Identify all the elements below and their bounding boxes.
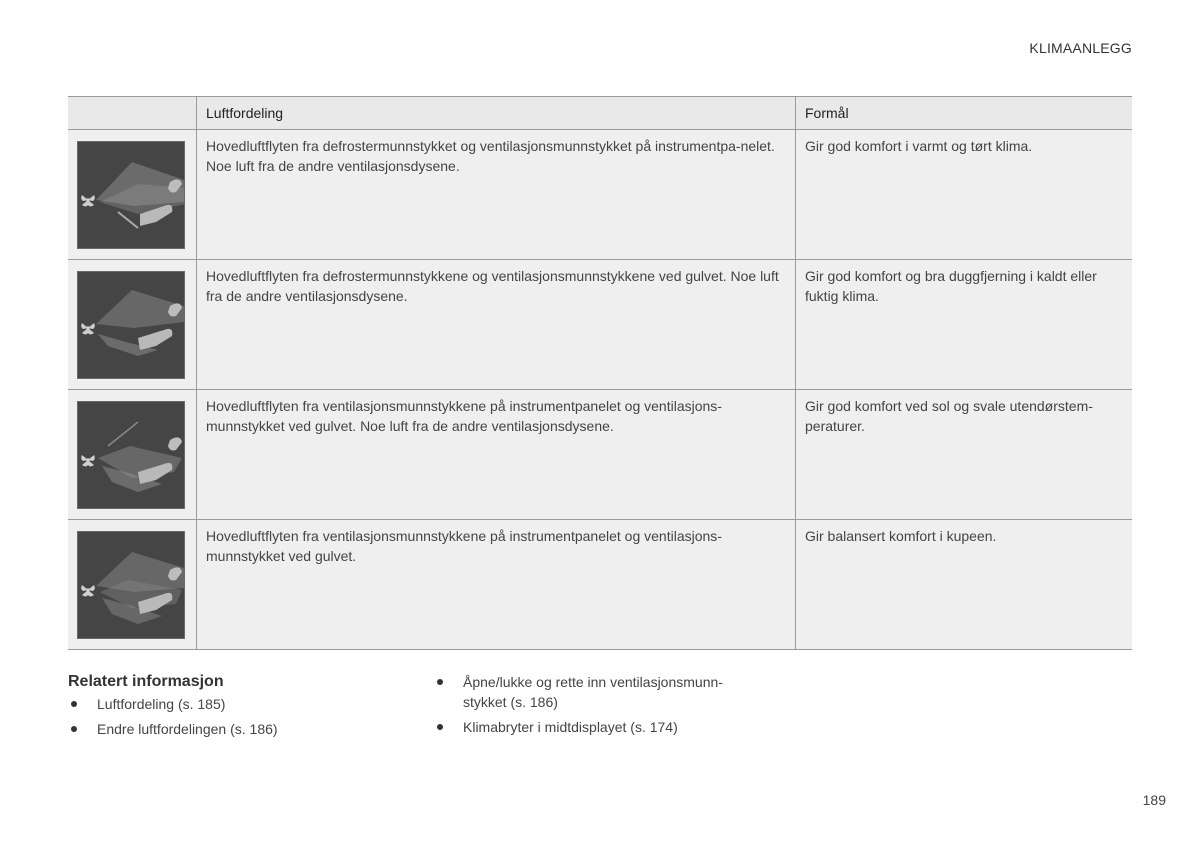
table-row <box>68 520 1132 650</box>
header-image-cell <box>68 97 197 130</box>
image-cell <box>68 130 197 260</box>
table-row <box>68 130 1132 260</box>
purpose-cell: Gir balansert komfort i kupeen. <box>796 520 1133 650</box>
table-header-row <box>68 97 1132 130</box>
image-cell <box>68 520 197 650</box>
related-link-ventilasjonsmunnstykket[interactable]: Åpne/lukke og rette inn ventilasjonsmunn-stykket (s. 186) <box>434 672 754 712</box>
description-cell: Hovedluftflyten fra defrostermunnstykkene og ventilasjonsmunnstykkene ved gulvet. Noe luft fra de andre ventilasjonsdysene. <box>197 260 796 390</box>
airflow-dash-floor-balanced-icon <box>77 531 185 639</box>
airflow-defroster-floor-icon <box>77 271 185 379</box>
image-cell <box>68 260 197 390</box>
header-formal: Formål <box>796 97 1133 130</box>
related-information <box>68 672 1132 737</box>
purpose-cell: Gir god komfort og bra duggfjerning i kaldt eller fuktig klima. <box>796 260 1133 390</box>
description-cell: Hovedluftflyten fra ventilasjonsmunnstykkene på instrumentpanelet og ventilasjons-munnstykket ved gulvet. <box>197 520 796 650</box>
table-row <box>68 260 1132 390</box>
image-cell <box>68 390 197 520</box>
airflow-dash-floor-icon <box>77 401 185 509</box>
purpose-cell: Gir god komfort i varmt og tørt klima. <box>796 130 1133 260</box>
related-right-column <box>434 672 754 742</box>
related-link-endre-luftfordelingen[interactable]: Endre luftfordelingen (s. 186) <box>68 719 408 739</box>
related-link-klimabryter[interactable]: Klimabryter i midtdisplayet (s. 174) <box>434 717 754 737</box>
table-row <box>68 390 1132 520</box>
purpose-cell: Gir god komfort ved sol og svale utendørstem-peraturer. <box>796 390 1133 520</box>
airflow-defroster-dash-icon <box>77 141 185 249</box>
related-links-right <box>434 672 754 737</box>
related-left-column <box>68 694 408 744</box>
airflow-table <box>68 96 1132 650</box>
related-title: Relatert informasjon <box>68 673 224 690</box>
section-title: KLIMAANLEGG <box>1029 40 1132 56</box>
description-cell: Hovedluftflyten fra ventilasjonsmunnstykkene på instrumentpanelet og ventilasjons-munnstykket ved gulvet. Noe luft fra de andre ventilasjonsdysene. <box>197 390 796 520</box>
related-link-luftfordeling[interactable]: Luftfordeling (s. 185) <box>68 694 408 714</box>
header-luftfordeling: Luftfordeling <box>197 97 796 130</box>
description-cell: Hovedluftflyten fra defrostermunnstykket og ventilasjonsmunnstykket på instrumentpa-nelet. Noe luft fra de andre ventilasjonsdysene. <box>197 130 796 260</box>
related-links-left <box>68 694 408 739</box>
page-number: 189 <box>1142 792 1166 808</box>
